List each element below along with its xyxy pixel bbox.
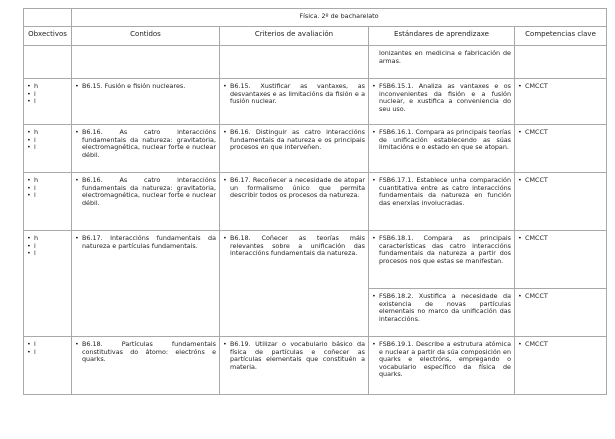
objective-item: • h	[27, 177, 68, 185]
cell-obxectivos	[24, 46, 72, 79]
cell-estandar	[369, 79, 515, 125]
objective-item: • h	[27, 129, 68, 137]
competence-item: • CMCCT	[518, 293, 603, 301]
cell-competencia	[515, 231, 607, 289]
cell-estandar	[369, 289, 515, 337]
content-item: • B6.16. As catro interaccións fundamentais da natureza: gravitatoria, electromagnética, nuclear forte e nuclear débil.	[75, 129, 216, 159]
cell-contido	[72, 46, 220, 79]
cell-competencia	[515, 46, 607, 79]
cell-criterio	[220, 173, 369, 231]
cell-contido	[72, 173, 220, 231]
cell-competencia	[515, 337, 607, 395]
cell-contido	[72, 125, 220, 173]
curriculum-table	[23, 8, 607, 395]
criterion-item: • B6.16. Distinguir as catro interaccións fundamentais da natureza e os principais procesos en que interveñen.	[223, 129, 365, 152]
cell-contido	[72, 337, 220, 395]
cell-estandar	[369, 231, 515, 289]
cell-criterio	[220, 231, 369, 337]
objective-item: • l	[27, 144, 68, 152]
cell-obxectivos	[24, 79, 72, 125]
header-competencias: Competencias clave	[515, 27, 607, 46]
objective-item: • l	[27, 185, 68, 193]
table-row	[24, 46, 607, 79]
table-row	[24, 231, 607, 289]
cell-competencia	[515, 79, 607, 125]
cell-estandar	[369, 173, 515, 231]
header-obxectivos: Obxectivos	[24, 27, 72, 46]
cell-criterio	[220, 125, 369, 173]
cell-estandar	[369, 46, 515, 79]
table-title: Física. 2º de bacharelato	[72, 9, 607, 27]
content-item: • B6.16. As catro interaccións fundamentais da natureza: gravitatoria, electromagnética, nuclear forte e nuclear débil.	[75, 177, 216, 207]
criterion-item: • B6.18. Coñecer as teorías máis relevantes sobre a unificación das interaccións fundamentais da natureza.	[223, 235, 365, 258]
objective-item: • h	[27, 235, 68, 243]
header-row	[24, 27, 607, 46]
criterion-item: • B6.19. Utilizar o vocabulario básico da física de partículas e coñecer as partículas elementais que constituén a materia.	[223, 341, 365, 371]
objective-item: • l	[27, 341, 68, 349]
objective-item: • l	[27, 250, 68, 258]
objective-item: • l	[27, 98, 68, 106]
standard-item: • FSB6.18.2. Xustifica a necesidade da existencia de novas partículas elementais no marco da unificación das interaccións.	[372, 293, 511, 323]
cell-criterio	[220, 337, 369, 395]
competence-item: • CMCCT	[518, 177, 603, 185]
cell-criterio	[220, 79, 369, 125]
table-row	[24, 79, 607, 125]
table-row	[24, 173, 607, 231]
competence-item: • CMCCT	[518, 129, 603, 137]
objective-item: • l	[27, 192, 68, 200]
competence-item: • CMCCT	[518, 235, 603, 243]
standard-item: • FSB6.15.1. Analiza as vantaxes e os inconvenientes da fisión e a fusión nuclear, e xustifica a conveniencia do seu uso.	[372, 83, 511, 113]
header-contidos: Contidos	[72, 27, 220, 46]
cell-obxectivos	[24, 231, 72, 337]
criterion-item: • B6.17. Recoñecer a necesidade de atopar un formalismo único que permita describir todos os procesos da natureza.	[223, 177, 365, 200]
objective-item: • l	[27, 91, 68, 99]
cell-contido	[72, 231, 220, 337]
cell-estandar	[369, 337, 515, 395]
cell-obxectivos	[24, 173, 72, 231]
standard-continuation-text: Ionizantes en medicina e fabricación de armas.	[379, 49, 511, 65]
standard-item: • FSB6.16.1. Compara as principais teorías de unificación establecendo as súas limitacións e o estado en que se atopan.	[372, 129, 511, 152]
standard-item: • FSB6.19.1. Describe a estrutura atómica e nuclear a partir da súa composición en quarks e electróns, empregando o vocabulario específico da física de quarks.	[372, 341, 511, 379]
competence-item: • CMCCT	[518, 83, 603, 91]
objective-item: • l	[27, 243, 68, 251]
corner-empty-cell	[24, 9, 72, 27]
cell-contido	[72, 79, 220, 125]
cell-obxectivos	[24, 125, 72, 173]
table-row	[24, 337, 607, 395]
header-estandares: Estándares de aprendizaxe	[369, 27, 515, 46]
table-row	[24, 125, 607, 173]
standard-item: • FSB6.17.1. Establece unha comparación cuantitativa entre as catro interaccións fundamentais da natureza en función das enerxías involucradas.	[372, 177, 511, 207]
cell-competencia	[515, 173, 607, 231]
objective-item: • h	[27, 83, 68, 91]
cell-obxectivos	[24, 337, 72, 395]
cell-estandar	[369, 125, 515, 173]
header-criterios: Criterios de avaliación	[220, 27, 369, 46]
criterion-item: • B6.15. Xustificar as vantaxes, as desvantaxes e as limitacións da fisión e a fusión nuclear.	[223, 83, 365, 106]
competence-item: • CMCCT	[518, 341, 603, 349]
cell-competencia	[515, 289, 607, 337]
objective-item: • l	[27, 137, 68, 145]
cell-competencia	[515, 125, 607, 173]
content-item: • B6.15. Fusión e fisión nucleares.	[75, 83, 216, 91]
standard-item: • FSB6.18.1. Compara as principais características das catro interaccións fundamentais da natureza a partir dos procesos nos que estas se manifestan.	[372, 235, 511, 265]
objective-item: • l	[27, 349, 68, 357]
content-item: • B6.17. Interaccións fundamentais da natureza e partículas fundamentais.	[75, 235, 216, 250]
content-item: • B6.18. Partículas fundamentais constitutivas do átomo: electróns e quarks.	[75, 341, 216, 364]
cell-criterio	[220, 46, 369, 79]
